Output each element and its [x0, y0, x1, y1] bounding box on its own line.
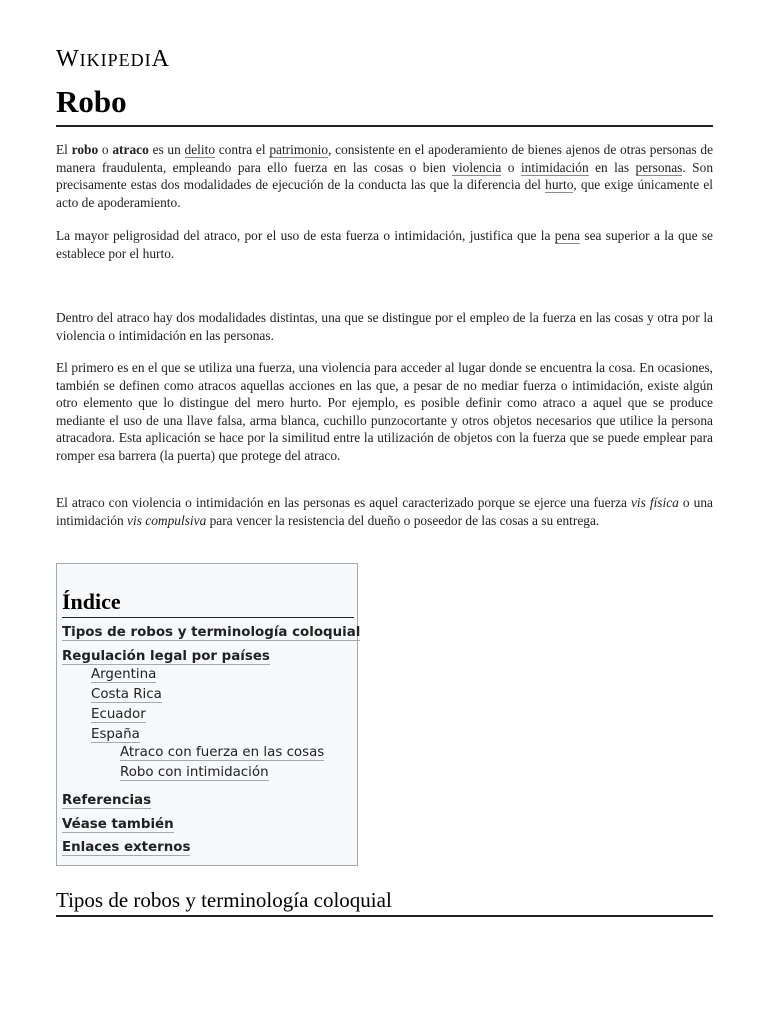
link-hurto[interactable]: hurto [545, 177, 574, 193]
paragraph-modalidades: Dentro del atraco hay dos modalidades distintas, una que se distingue por el empleo de la fuerza en las cosas y otra por la violencia o intimidación en las personas. [56, 310, 713, 343]
toc-item-tipos[interactable]: Tipos de robos y terminología coloquial [62, 625, 361, 640]
link-personas[interactable]: personas [635, 159, 683, 175]
wikipedia-logo[interactable] [56, 46, 170, 73]
toc-item-referencias[interactable]: Referencias [62, 793, 152, 808]
bold-term-atraco: atraco [112, 142, 149, 157]
paragraph-violencia-personas: El atraco con violencia o intimidación en las personas es aquel caracterizado porque se ejerce una fuerza vis física o una intimidación vis compulsiva para vencer la resistencia del dueño o poseedor de las cosas a su entrega. [56, 495, 713, 528]
logo-letter-last: A [151, 46, 170, 72]
toc-item-robo-intimidacion[interactable]: Robo con intimidación [120, 765, 269, 780]
logo-letters-middle: IKIPEDI [79, 50, 152, 70]
paragraph-fuerza-cosas: El primero es en el que se utiliza una fuerza, una violencia para acceder al lugar donde se encuentra la cosa. En ocasiones, también se definen como atracos aquellas acciones en las que, a pesar de no mediar fuerza o intimidación, existe algún otro elemento que lo distingue del mero hurto. Por ejemplo, es posible definir como atraco a aquel que se produce mediante el uso de una llave falsa, arma blanca, cuchillo punzocortante y otros objetos necesarios que utilice la persona atracadora. Esta aplicación se hace por la similitud entre la utilización de objetos con la fuerza que se puede emplear para romper esa barrera (la puerta) que protege del atraco. [56, 360, 713, 463]
toc-item-enlaces-externos[interactable]: Enlaces externos [62, 840, 191, 855]
toc-item-costa-rica[interactable]: Costa Rica [91, 687, 162, 702]
page-title: Robo [56, 84, 127, 119]
toc-item-regulacion[interactable]: Regulación legal por países [62, 649, 270, 664]
title-divider [56, 125, 713, 127]
toc-divider [62, 617, 354, 618]
logo-letter-first: W [56, 46, 80, 72]
table-of-contents [56, 563, 361, 866]
link-violencia[interactable]: violencia [452, 159, 502, 175]
link-delito[interactable]: delito [184, 142, 216, 157]
bold-term-robo: robo [71, 142, 99, 157]
link-pena[interactable]: pena [554, 228, 581, 243]
toc-item-atraco-fuerza[interactable]: Atraco con fuerza en las cosas [120, 745, 325, 760]
section-heading-tipos: Tipos de robos y terminología coloquial [56, 888, 392, 912]
link-intimidacion[interactable]: intimidación [520, 159, 589, 175]
italic-vis-compulsiva: vis compulsiva [127, 512, 207, 528]
toc-title: Índice [62, 589, 121, 614]
toc-item-ecuador[interactable]: Ecuador [91, 707, 146, 722]
link-patrimonio[interactable]: patrimonio [269, 142, 329, 157]
toc-item-argentina[interactable]: Argentina [91, 667, 157, 682]
toc-item-espana[interactable]: España [91, 727, 140, 742]
section-divider [56, 915, 713, 917]
italic-vis-fisica: vis física [630, 495, 679, 510]
paragraph-peligrosidad: La mayor peligrosidad del atraco, por el uso de esta fuerza o intimidación, justifica que la pena sea superior a la que se establece por el hurto. [56, 228, 713, 261]
paragraph-intro: El robo o atraco es un delito contra el patrimonio, consistente en el apoderamiento de bienes ajenos de otras personas de manera fraudulenta, empleando para ello fuerza en las cosas o bien violencia o intimidación en las personas. Son precisamente estas dos modalidades de ejecución de la conducta las que la diferencia del hurto, que exige únicamente el acto de apoderamiento. [56, 142, 714, 210]
toc-item-vease-tambien[interactable]: Véase también [62, 817, 174, 832]
